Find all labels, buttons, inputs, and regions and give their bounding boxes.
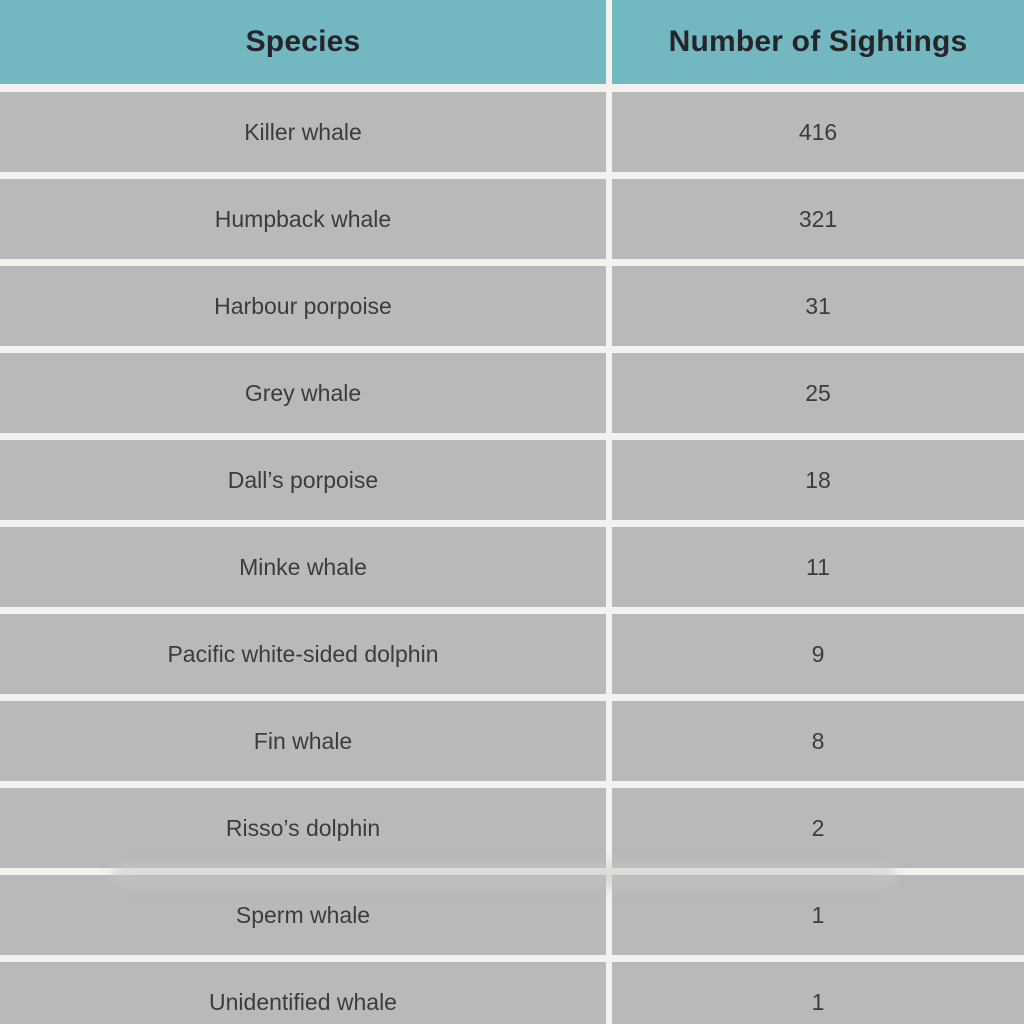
species-cell: Minke whale bbox=[0, 527, 606, 607]
table-row bbox=[0, 266, 1024, 346]
species-cell: Unidentified whale bbox=[0, 962, 606, 1024]
sightings-cell: 1 bbox=[612, 875, 1024, 955]
sightings-cell: 18 bbox=[612, 440, 1024, 520]
species-cell: Pacific white-sided dolphin bbox=[0, 614, 606, 694]
column-header-sightings: Number of Sightings bbox=[612, 0, 1024, 84]
table-header-row bbox=[0, 0, 1024, 84]
column-header-species: Species bbox=[0, 0, 606, 84]
species-cell: Harbour porpoise bbox=[0, 266, 606, 346]
sightings-cell: 1 bbox=[612, 962, 1024, 1024]
species-cell: Risso’s dolphin bbox=[0, 788, 606, 868]
species-cell: Sperm whale bbox=[0, 875, 606, 955]
species-cell: Fin whale bbox=[0, 701, 606, 781]
species-cell: Humpback whale bbox=[0, 179, 606, 259]
table-row bbox=[0, 440, 1024, 520]
table-row bbox=[0, 962, 1024, 1024]
table-row bbox=[0, 353, 1024, 433]
sightings-cell: 25 bbox=[612, 353, 1024, 433]
table-row bbox=[0, 92, 1024, 172]
table-row bbox=[0, 701, 1024, 781]
sightings-cell: 11 bbox=[612, 527, 1024, 607]
table-row bbox=[0, 179, 1024, 259]
species-cell: Killer whale bbox=[0, 92, 606, 172]
sightings-cell: 416 bbox=[612, 92, 1024, 172]
table-row bbox=[0, 875, 1024, 955]
table-row bbox=[0, 527, 1024, 607]
table-row bbox=[0, 788, 1024, 868]
sightings-cell: 321 bbox=[612, 179, 1024, 259]
table-row bbox=[0, 614, 1024, 694]
species-cell: Dall’s porpoise bbox=[0, 440, 606, 520]
sightings-cell: 2 bbox=[612, 788, 1024, 868]
sightings-cell: 9 bbox=[612, 614, 1024, 694]
species-cell: Grey whale bbox=[0, 353, 606, 433]
sightings-cell: 31 bbox=[612, 266, 1024, 346]
sightings-cell: 8 bbox=[612, 701, 1024, 781]
